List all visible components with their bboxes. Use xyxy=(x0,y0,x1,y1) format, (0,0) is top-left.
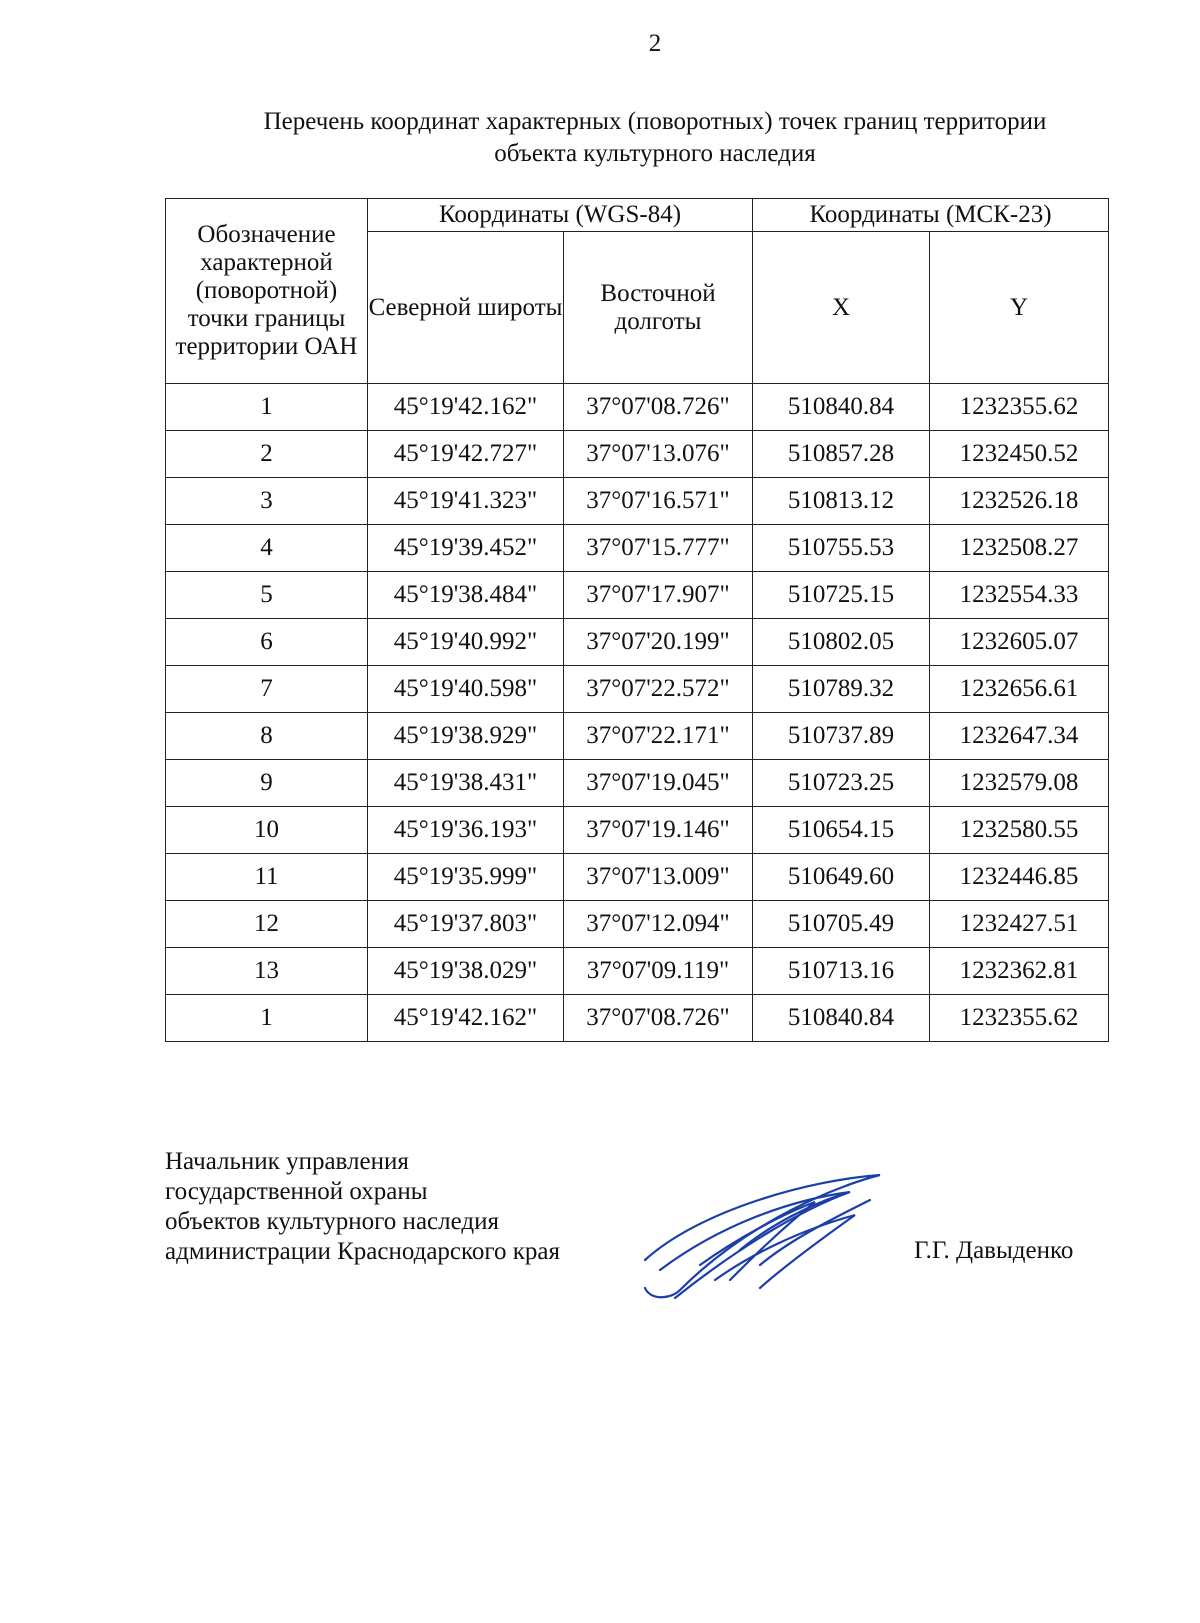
header-longitude: Восточной долготы xyxy=(564,232,753,384)
table-row xyxy=(166,666,1109,713)
latitude-cell: 45°19'38.029" xyxy=(368,948,564,995)
x-cell: 510857.28 xyxy=(753,431,930,478)
point-number-cell: 1 xyxy=(166,384,368,431)
longitude-cell: 37°07'22.171" xyxy=(564,713,753,760)
header-point: Обозначение характерной (поворотной) точки границы территории ОАН xyxy=(166,199,368,384)
x-cell: 510713.16 xyxy=(753,948,930,995)
page-number: 2 xyxy=(648,30,662,57)
latitude-cell: 45°19'36.193" xyxy=(368,807,564,854)
point-number-cell: 5 xyxy=(166,572,368,619)
signer-position-line: Начальник управления xyxy=(165,1148,409,1175)
table-row xyxy=(166,384,1109,431)
y-cell: 1232355.62 xyxy=(930,384,1109,431)
longitude-cell: 37°07'13.076" xyxy=(564,431,753,478)
longitude-cell: 37°07'19.146" xyxy=(564,807,753,854)
header-latitude: Северной широты xyxy=(368,232,564,384)
point-number-cell: 10 xyxy=(166,807,368,854)
title-line-2: объекта культурного наследия xyxy=(494,140,816,167)
latitude-cell: 45°19'39.452" xyxy=(368,525,564,572)
header-row-groups xyxy=(166,199,1109,232)
point-number-cell: 8 xyxy=(166,713,368,760)
point-number-cell: 11 xyxy=(166,854,368,901)
latitude-cell: 45°19'38.431" xyxy=(368,760,564,807)
longitude-cell: 37°07'17.907" xyxy=(564,572,753,619)
point-number-cell: 13 xyxy=(166,948,368,995)
x-cell: 510649.60 xyxy=(753,854,930,901)
table-row xyxy=(166,995,1109,1042)
y-cell: 1232446.85 xyxy=(930,854,1109,901)
handwritten-signature xyxy=(640,1170,900,1310)
latitude-cell: 45°19'40.598" xyxy=(368,666,564,713)
latitude-cell: 45°19'42.162" xyxy=(368,384,564,431)
latitude-cell: 45°19'41.323" xyxy=(368,478,564,525)
table-row xyxy=(166,431,1109,478)
header-wgs84: Координаты (WGS-84) xyxy=(368,199,753,232)
signer-position-line: администрации Краснодарского края xyxy=(165,1238,561,1265)
latitude-cell: 45°19'38.484" xyxy=(368,572,564,619)
header-y: Y xyxy=(930,232,1109,384)
longitude-cell: 37°07'20.199" xyxy=(564,619,753,666)
table-row xyxy=(166,807,1109,854)
latitude-cell: 45°19'42.727" xyxy=(368,431,564,478)
table-row xyxy=(166,572,1109,619)
point-number-cell: 4 xyxy=(166,525,368,572)
header-msk23: Координаты (МСК-23) xyxy=(753,199,1109,232)
x-cell: 510840.84 xyxy=(753,995,930,1042)
longitude-cell: 37°07'09.119" xyxy=(564,948,753,995)
y-cell: 1232554.33 xyxy=(930,572,1109,619)
x-cell: 510654.15 xyxy=(753,807,930,854)
y-cell: 1232427.51 xyxy=(930,901,1109,948)
latitude-cell: 45°19'35.999" xyxy=(368,854,564,901)
point-number-cell: 6 xyxy=(166,619,368,666)
y-cell: 1232508.27 xyxy=(930,525,1109,572)
latitude-cell: 45°19'38.929" xyxy=(368,713,564,760)
signature-block xyxy=(165,1147,560,1267)
point-number-cell: 12 xyxy=(166,901,368,948)
longitude-cell: 37°07'08.726" xyxy=(564,384,753,431)
y-cell: 1232656.61 xyxy=(930,666,1109,713)
longitude-cell: 37°07'22.572" xyxy=(564,666,753,713)
longitude-cell: 37°07'12.094" xyxy=(564,901,753,948)
y-cell: 1232580.55 xyxy=(930,807,1109,854)
table-row xyxy=(166,525,1109,572)
x-cell: 510737.89 xyxy=(753,713,930,760)
y-cell: 1232362.81 xyxy=(930,948,1109,995)
table-row xyxy=(166,478,1109,525)
table-row xyxy=(166,760,1109,807)
coordinates-table xyxy=(165,198,1109,1042)
header-x: X xyxy=(753,232,930,384)
longitude-cell: 37°07'08.726" xyxy=(564,995,753,1042)
table-row xyxy=(166,713,1109,760)
point-number-cell: 1 xyxy=(166,995,368,1042)
x-cell: 510789.32 xyxy=(753,666,930,713)
table-row xyxy=(166,854,1109,901)
y-cell: 1232450.52 xyxy=(930,431,1109,478)
x-cell: 510723.25 xyxy=(753,760,930,807)
signer-position-line: объектов культурного наследия xyxy=(165,1208,499,1235)
point-number-cell: 9 xyxy=(166,760,368,807)
point-number-cell: 3 xyxy=(166,478,368,525)
signer-position-line: государственной охраны xyxy=(165,1178,428,1205)
x-cell: 510802.05 xyxy=(753,619,930,666)
point-number-cell: 2 xyxy=(166,431,368,478)
latitude-cell: 45°19'42.162" xyxy=(368,995,564,1042)
table-row xyxy=(166,901,1109,948)
longitude-cell: 37°07'15.777" xyxy=(564,525,753,572)
x-cell: 510813.12 xyxy=(753,478,930,525)
latitude-cell: 45°19'40.992" xyxy=(368,619,564,666)
title-line-1: Перечень координат характерных (поворотных) точек границ территории xyxy=(263,108,1047,135)
document-title xyxy=(160,106,1150,170)
x-cell: 510840.84 xyxy=(753,384,930,431)
x-cell: 510705.49 xyxy=(753,901,930,948)
signer-name: Г.Г. Давыденко xyxy=(914,1237,1074,1264)
longitude-cell: 37°07'16.571" xyxy=(564,478,753,525)
y-cell: 1232579.08 xyxy=(930,760,1109,807)
y-cell: 1232647.34 xyxy=(930,713,1109,760)
table-row xyxy=(166,948,1109,995)
point-number-cell: 7 xyxy=(166,666,368,713)
longitude-cell: 37°07'19.045" xyxy=(564,760,753,807)
table-row xyxy=(166,619,1109,666)
latitude-cell: 45°19'37.803" xyxy=(368,901,564,948)
y-cell: 1232526.18 xyxy=(930,478,1109,525)
y-cell: 1232355.62 xyxy=(930,995,1109,1042)
longitude-cell: 37°07'13.009" xyxy=(564,854,753,901)
y-cell: 1232605.07 xyxy=(930,619,1109,666)
x-cell: 510755.53 xyxy=(753,525,930,572)
x-cell: 510725.15 xyxy=(753,572,930,619)
